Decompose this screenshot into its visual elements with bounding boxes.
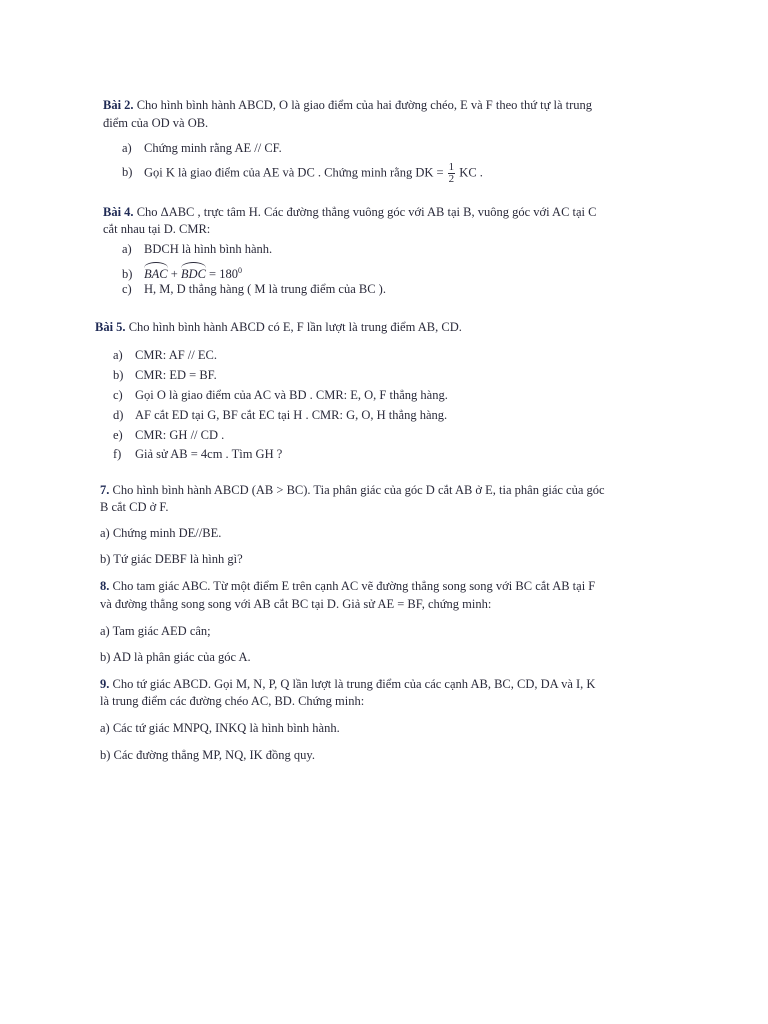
bai5-d-label: d) [113, 408, 124, 422]
bai9-line2: là trung điểm các đường chéo AC, BD. Chứng minh: [100, 694, 365, 708]
frac-denominator: 2 [448, 173, 455, 185]
bai8-line2: và đường thẳng song song với AB cắt BC tại D. Giả sử AE = BF, chứng minh: [100, 597, 492, 611]
bai2-item-b [122, 162, 483, 185]
bai5-item-e [113, 426, 224, 444]
angle-bdc: BDC [180, 267, 206, 282]
bai4-c-text: H, M, D thẳng hàng ( M là trung điểm của BC ). [144, 282, 386, 296]
bai5-a-text: CMR: AF // EC. [135, 348, 217, 362]
bai5-e-text: CMR: GH // CD . [135, 428, 225, 442]
bai2-b-text-post: KC . [459, 165, 483, 180]
bai7-item-b: b) Tứ giác DEBF là hình gì? [100, 552, 243, 566]
bai2-line1 [103, 96, 592, 114]
bai7-number: 7. [100, 483, 110, 497]
equals-value: = 180 [205, 267, 238, 282]
bai9-text-1: Cho tứ giác ABCD. Gọi M, N, P, Q lần lượt là trung điểm của các cạnh AB, BC, CD, DA và I, K [112, 677, 596, 691]
frac-numerator: 1 [448, 161, 455, 173]
bai5-text-1: Cho hình bình hành ABCD có E, F lần lượt là trung điểm AB, CD. [128, 320, 462, 334]
bai5-f-text: Giả sử AB = 4cm . Tìm GH ? [135, 447, 283, 461]
bai5-e-label: e) [113, 428, 123, 442]
bai4-line2: cắt nhau tại D. CMR: [103, 222, 211, 236]
bai5-d-text: AF cắt ED tại G, BF cắt EC tại H . CMR: G, O, H thẳng hàng. [135, 408, 448, 422]
bai5-item-b [113, 366, 217, 384]
bai2-b-text-pre: Gọi K là giao điểm của AE và DC . Chứng minh rằng DK = [144, 165, 444, 180]
bai5-item-d [113, 406, 447, 424]
bai2-title: Bài 2. [103, 98, 134, 112]
bai5-c-label: c) [113, 388, 123, 402]
bai5-a-label: a) [113, 348, 123, 362]
bai2-item-a [122, 139, 282, 157]
bai5-item-a [113, 346, 217, 364]
bai5-line1 [95, 318, 462, 336]
bai2-b-label: b) [122, 165, 133, 180]
bai8-line1 [100, 577, 595, 595]
angle-bac: BAC [144, 267, 168, 282]
bai2-line2: điểm của OD và OB. [103, 116, 209, 130]
bai9-item-b: b) Các đường thẳng MP, NQ, IK đồng quy. [100, 748, 315, 762]
fraction-one-half [448, 162, 456, 185]
bai4-c-label: c) [122, 282, 132, 296]
bai4-b-label: b) [122, 267, 133, 282]
bai7-item-a: a) Chứng minh DE//BE. [100, 526, 222, 540]
degree-mark: 0 [237, 266, 242, 275]
bai4-item-c [122, 280, 386, 298]
bai7-line1 [100, 481, 605, 499]
bai4-a-text: BDCH là hình bình hành. [144, 242, 273, 256]
bai8-item-b: b) AD là phân giác của góc A. [100, 650, 251, 664]
bai8-text-1: Cho tam giác ABC. Từ một điểm E trên cạnh AC vẽ đường thẳng song song với BC cắt AB tại F [112, 579, 596, 593]
bai2-text-1: Cho hình bình hành ABCD, O là giao điểm của hai đường chéo, E và F theo thứ tự là trung [136, 98, 593, 112]
bai8-item-a: a) Tam giác AED cân; [100, 624, 211, 638]
bai2-a-text: Chứng minh rằng AE // CF. [144, 141, 282, 155]
plus-sign: + [167, 267, 181, 282]
bai5-b-text: CMR: ED = BF. [135, 368, 217, 382]
bai9-item-a: a) Các tứ giác MNPQ, INKQ là hình bình hành. [100, 721, 340, 735]
bai5-f-label: f) [113, 447, 122, 461]
bai9-number: 9. [100, 677, 110, 691]
bai2-a-label: a) [122, 141, 132, 155]
bai7-text-1: Cho hình bình hành ABCD (AB > BC). Tia phân giác của góc D cắt AB ở E, tia phân giác của góc [112, 483, 605, 497]
bai5-c-text: Gọi O là giao điểm của AC và BD . CMR: E, O, F thẳng hàng. [135, 388, 448, 402]
bai5-title: Bài 5. [95, 320, 126, 334]
bai5-item-c [113, 386, 448, 404]
bai4-title: Bài 4. [103, 205, 134, 219]
bai4-text-1: Cho ΔABC , trực tâm H. Các đường thẳng vuông góc với AB tại B, vuông góc với AC tại C [136, 205, 597, 219]
bai4-line1 [103, 203, 596, 221]
bai7-line2: B cắt CD ở F. [100, 500, 169, 514]
bai8-number: 8. [100, 579, 110, 593]
bai5-b-label: b) [113, 368, 124, 382]
bai5-item-f [113, 445, 282, 463]
bai9-line1 [100, 675, 595, 693]
bai4-item-a [122, 240, 272, 258]
bai4-a-label: a) [122, 242, 132, 256]
